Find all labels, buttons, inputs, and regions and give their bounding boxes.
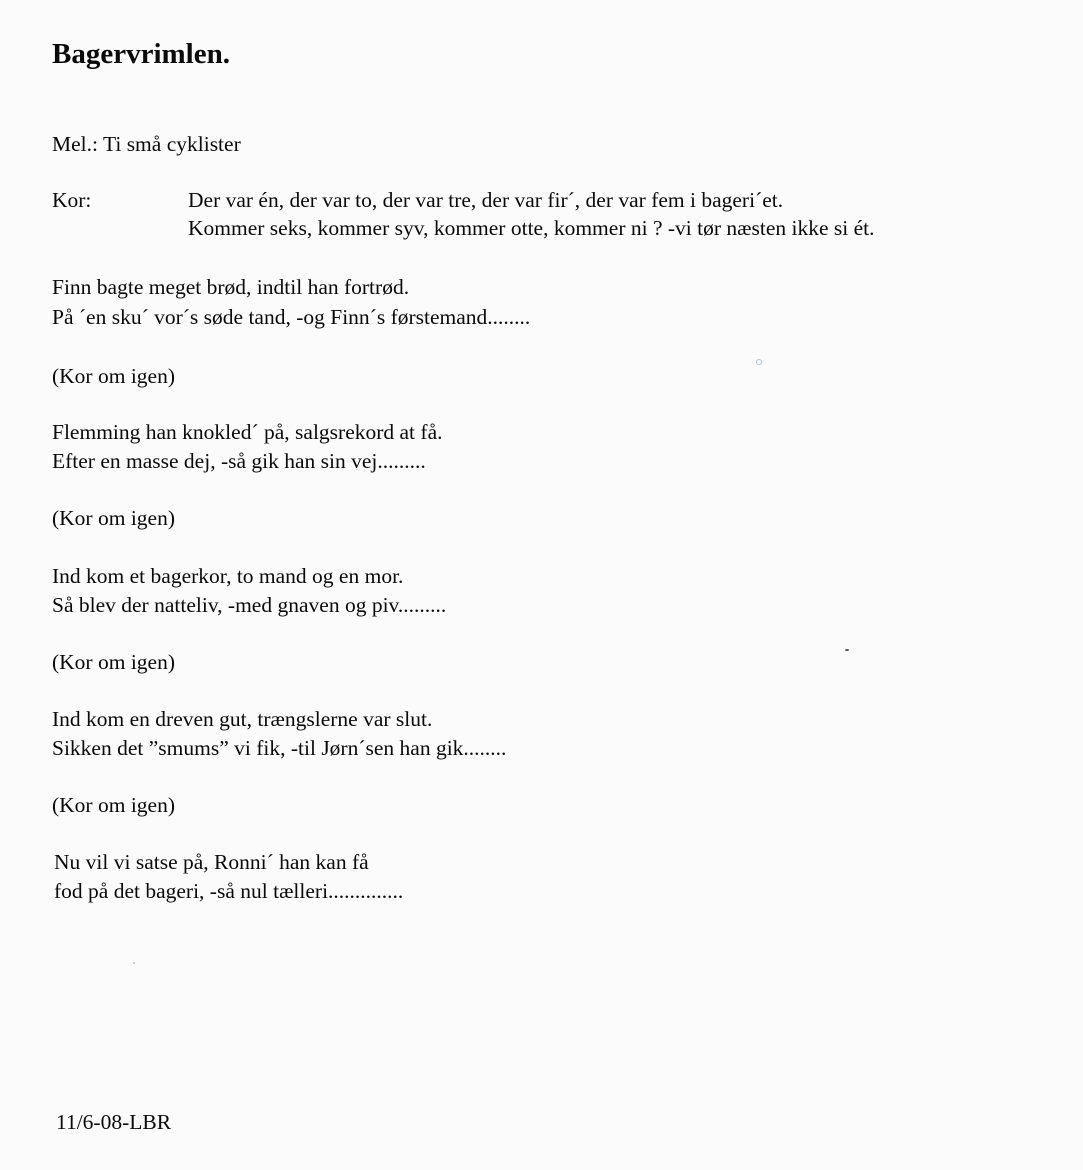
- verse-line: Så blev der natteliv, -med gnaven og piv.........: [52, 593, 447, 617]
- melody-note: Mel.: Ti små cyklister: [52, 132, 241, 156]
- scan-speck: [756, 359, 762, 365]
- chorus-label: Kor:: [52, 188, 92, 212]
- verse-line: Ind kom en dreven gut, trængslerne var slut.: [52, 707, 433, 731]
- footer-date-signature: 11/6-08-LBR: [56, 1110, 172, 1134]
- verse-line: Flemming han knokled´ på, salgsrekord at få.: [52, 420, 443, 444]
- verse-line: Efter en masse dej, -så gik han sin vej.........: [52, 449, 426, 473]
- chorus-repeat: (Kor om igen): [52, 650, 175, 674]
- chorus-repeat: (Kor om igen): [52, 506, 175, 530]
- verse-line: Finn bagte meget brød, indtil han fortrød.: [52, 275, 410, 299]
- verse-line: Sikken det ”smums” vi fik, -til Jørn´sen han gik........: [52, 736, 507, 760]
- verse-line: På ´en sku´ vor´s søde tand, -og Finn´s førstemand........: [52, 305, 531, 329]
- chorus-repeat: (Kor om igen): [52, 793, 175, 817]
- chorus-line: Kommer seks, kommer syv, kommer otte, kommer ni ? -vi tør næsten ikke si ét.: [188, 216, 875, 240]
- song-title: Bagervrimlen.: [52, 38, 230, 70]
- chorus-repeat: (Kor om igen): [52, 364, 175, 388]
- verse-line: fod på det bageri, -så nul tælleri..............: [54, 879, 404, 903]
- chorus-line: Der var én, der var to, der var tre, der var fir´, der var fem i bageri´et.: [188, 188, 784, 212]
- verse-line: Nu vil vi satse på, Ronni´ han kan få: [54, 850, 369, 874]
- verse-line: Ind kom et bagerkor, to mand og en mor.: [52, 564, 404, 588]
- scan-speck: [133, 962, 135, 964]
- scan-speck: [845, 649, 849, 651]
